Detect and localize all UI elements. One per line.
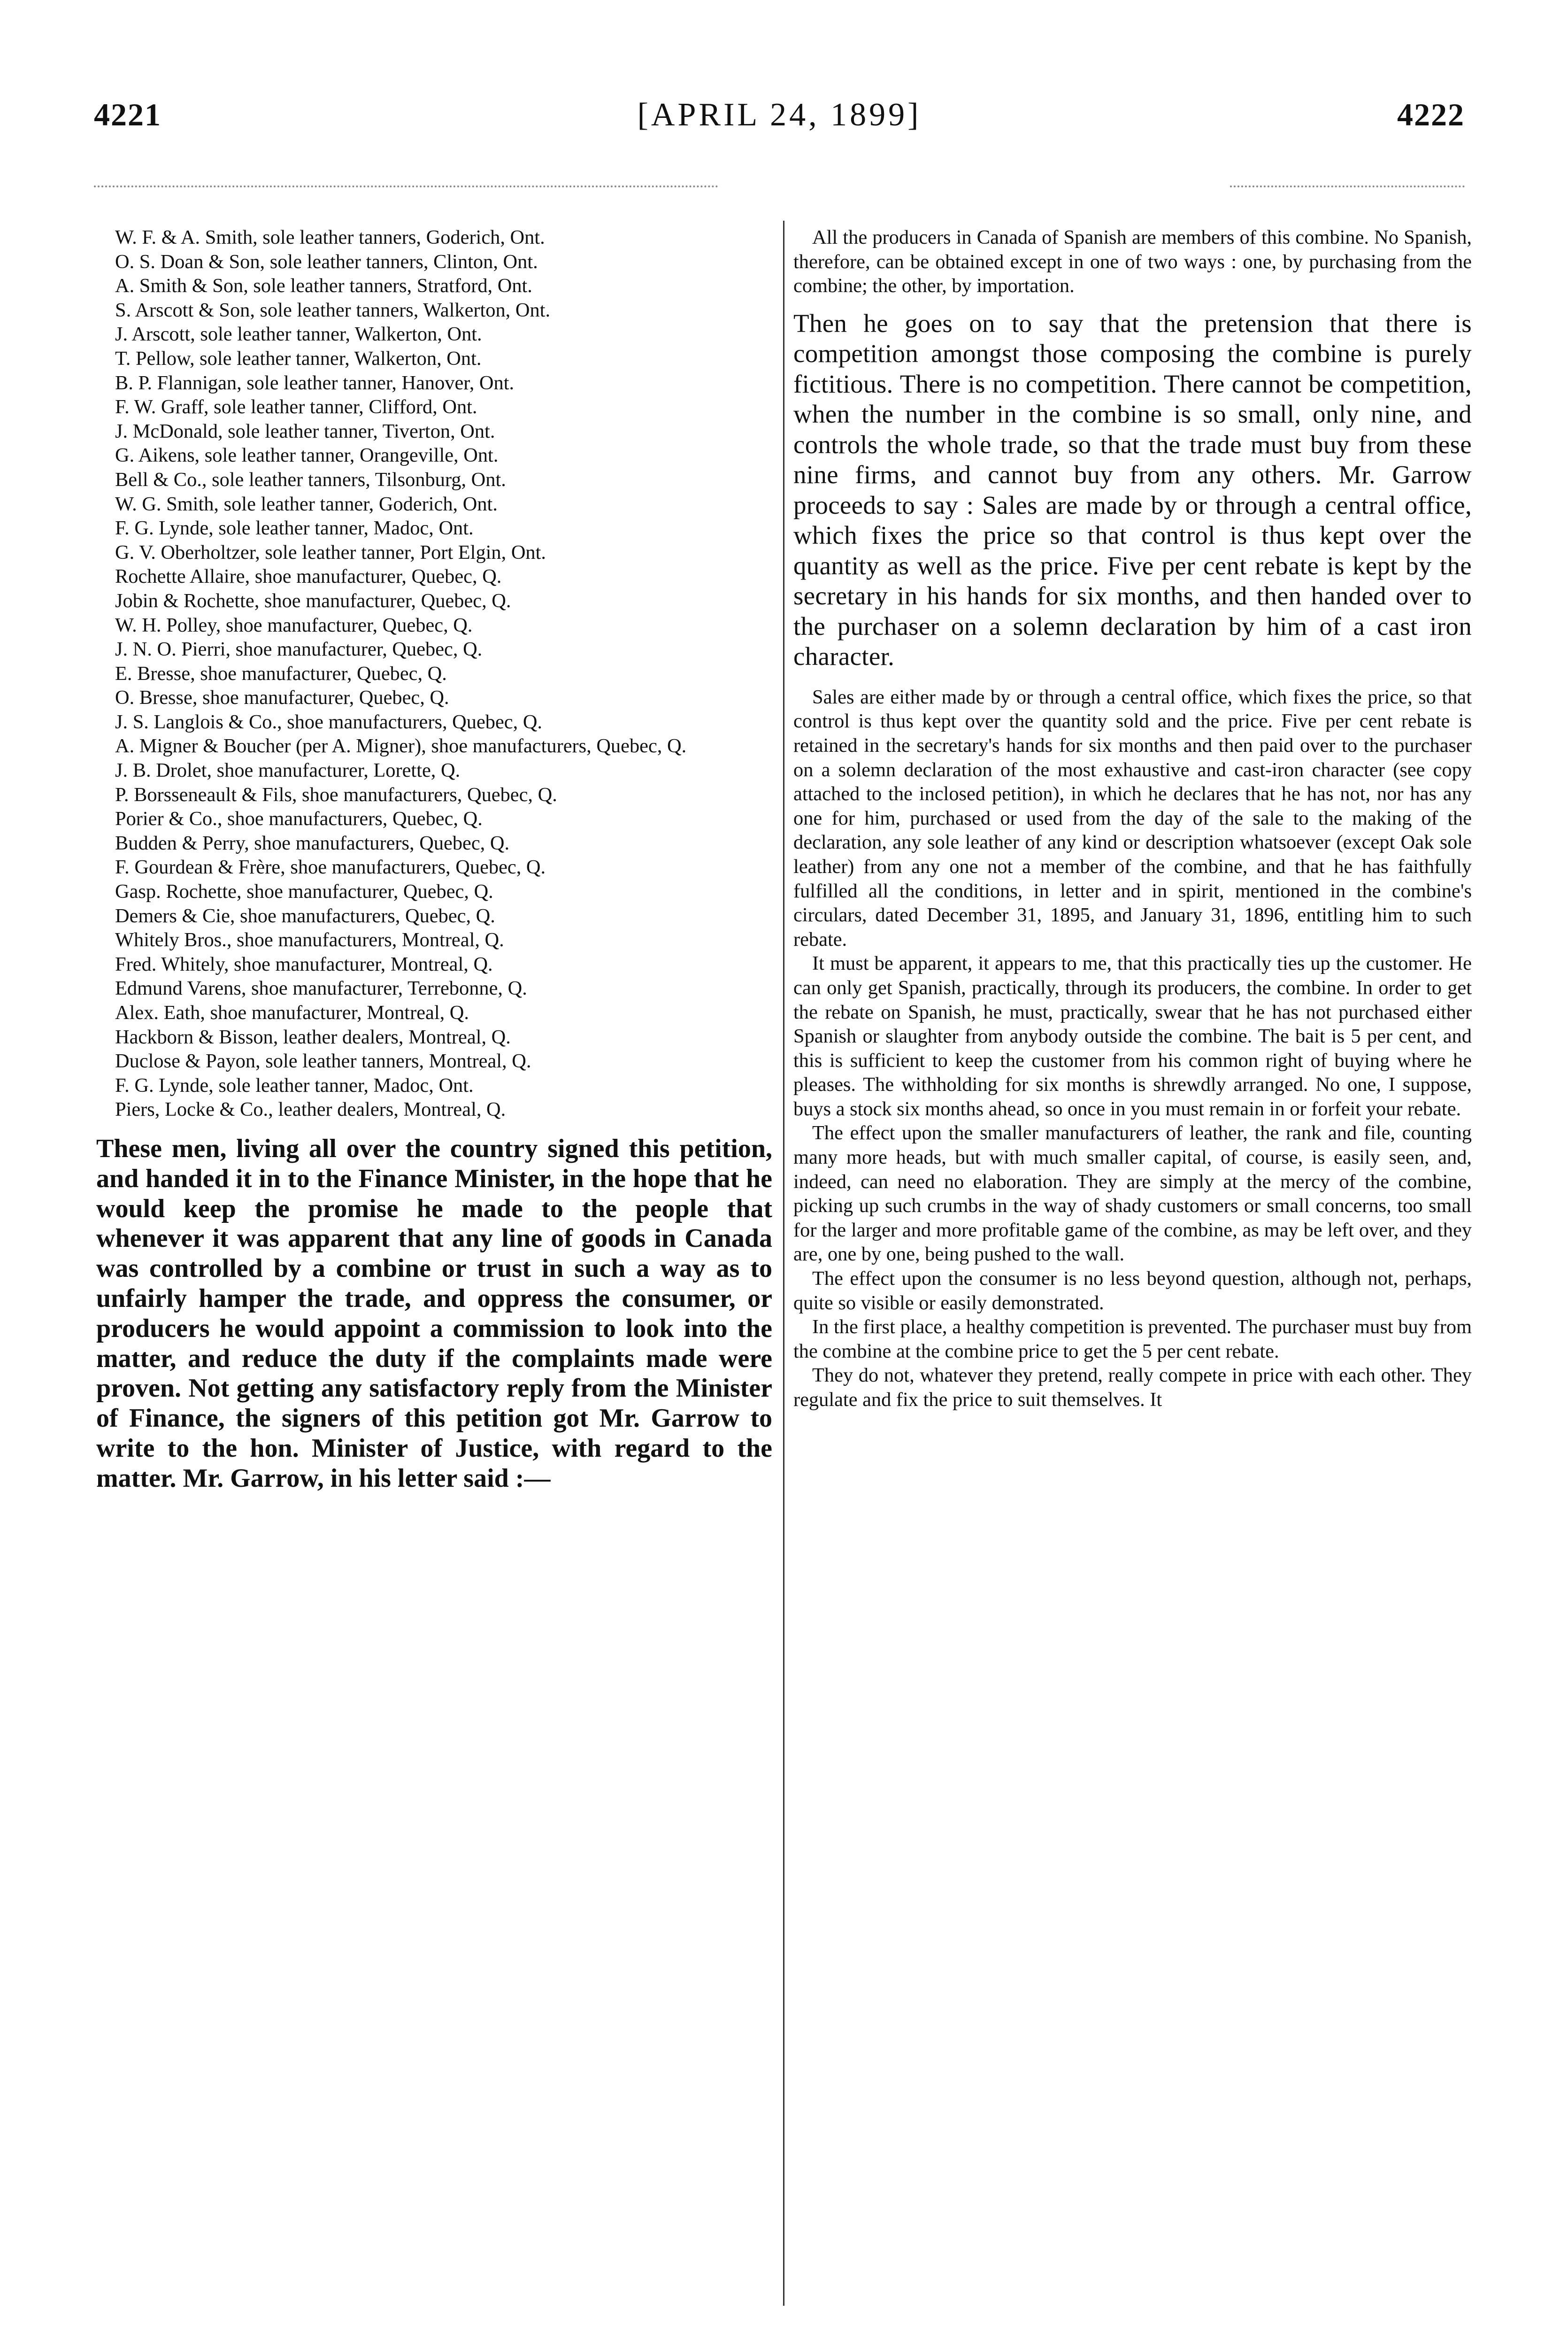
list-item: Whitely Bros., shoe manufacturers, Montreal, Q. [115,929,504,951]
list-item: F. G. Lynde, sole leather tanner, Madoc, Ont. [115,517,474,540]
list-item: Bell & Co., sole leather tanners, Tilsonburg, Ont. [115,468,506,491]
list-item: Edmund Varens, shoe manufacturer, Terrebonne, Q. [115,977,527,1000]
page-header [94,96,1465,139]
list-item: B. P. Flannigan, sole leather tanner, Hanover, Ont. [115,371,515,394]
list-item: P. Borsseneault & Fils, shoe manufacturers, Quebec, Q. [115,783,557,806]
list-item: F. Gourdean & Frère, shoe manufacturers, Quebec, Q. [115,856,546,879]
quoted-letter-paragraph: They do not, whatever they pretend, really compete in price with each other. They regulate and fix the price to suit themselves. It [793,1364,1472,1411]
list-item: Hackborn & Bisson, leather dealers, Montreal, Q. [115,1026,511,1048]
list-item: E. Bresse, shoe manufacturer, Quebec, Q. [115,662,447,685]
page-number-left: 4221 [94,97,161,132]
list-item: G. Aikens, sole leather tanner, Orangeville, Ont. [115,444,499,467]
header-rule-right [1230,185,1465,189]
list-item: Demers & Cie, shoe manufacturers, Quebec, Q. [115,904,495,927]
list-item: A. Smith & Son, sole leather tanners, Stratford, Ont. [115,275,532,297]
list-item: J. B. Drolet, shoe manufacturer, Lorette, Q. [115,759,461,782]
list-item: O. S. Doan & Son, sole leather tanners, Clinton, Ont. [115,250,538,273]
list-item: J. Arscott, sole leather tanner, Walkerton, Ont. [115,323,482,346]
list-item: Piers, Locke & Co., leather dealers, Montreal, Q. [115,1098,506,1121]
page-number-right: 4222 [1397,97,1465,132]
right-column [793,225,1472,1412]
speech-paragraph: These men, living all over the country signed this petition, and handed it in to the Finance Minister, in the hope that he would keep the promise he made to the people that whenever it was apparent that any line of goods in Canada was controlled by a combine or trust in such a way as to unfairly hamper the trade, and oppress the consumer, or producers he would appoint a commission to look into the matter, and reduce the duty if the complaints made were proven. Not getting any satisfactory reply from the Minister of Finance, the signers of this petition got Mr. Garrow to write to the hon. Minister of Justice, with regard to the matter. Mr. Garrow, in his letter said :— [96,1134,772,1493]
quoted-letter-paragraph: In the first place, a healthy competition is prevented. The purchaser must buy from the combine at the combine price to get the 5 per cent rebate. [793,1316,1472,1362]
list-item: Porier & Co., shoe manufacturers, Quebec, Q. [115,808,483,830]
list-item: T. Pellow, sole leather tanner, Walkerton, Ont. [115,347,482,370]
quoted-letter [793,685,1472,1412]
list-item: W. G. Smith, sole leather tanner, Goderich, Ont. [115,493,498,515]
quoted-letter-paragraph: The effect upon the consumer is no less beyond question, although not, perhaps, quite so visible or easily demonstrated. [793,1267,1472,1314]
list-item: F. W. Graff, sole leather tanner, Clifford, Ont. [115,396,477,418]
list-item: Gasp. Rochette, shoe manufacturer, Quebec, Q. [115,880,493,903]
list-item: J. McDonald, sole leather tanner, Tiverton, Ont. [115,420,495,442]
list-item: W. H. Polley, shoe manufacturer, Quebec, Q. [115,614,473,636]
list-item: G. V. Oberholtzer, sole leather tanner, Port Elgin, Ont. [115,541,546,564]
quoted-letter-paragraph: Sales are either made by or through a central office, which fixes the price, so that control is thus kept over the quantity sold and the price. Five per cent rebate is retained in the secretary's hands for six months and then paid over to the purchaser on a solemn declaration of the most exhaustive and cast-iron character (see copy attached to the inclosed petition), in which he declares that he has not, nor has any one for him, purchased or used from the day of the sale to the making of the declaration, any sole leather of any kind or description whatsoever (except Oak sole leather) from any one not a member of the combine, and that he has faithfully fulfilled all the conditions, in letter and in spirit, mentioned in the combine's circulars, dated December 31, 1895, and January 31, 1896, entitling him to such rebate. [793,686,1472,950]
column-divider [783,221,784,2306]
header-rule-left [94,185,718,189]
list-item: J. N. O. Pierri, shoe manufacturer, Quebec, Q. [115,638,483,661]
list-item: Duclose & Payon, sole leather tanners, Montreal, Q. [115,1050,531,1073]
list-item: Fred. Whitely, shoe manufacturer, Montreal, Q. [115,953,493,975]
page-date-title: [APRIL 24, 1899] [637,97,922,133]
quoted-letter-paragraph: All the producers in Canada of Spanish are members of this combine. No Spanish, therefore, can be obtained except in one of two ways : one, by purchasing from the combine; the other, by importation. [793,226,1472,297]
list-item: Jobin & Rochette, shoe manufacturer, Quebec, Q. [115,589,511,612]
list-item: S. Arscott & Son, sole leather tanners, Walkerton, Ont. [115,299,551,321]
list-item: Budden & Perry, shoe manufacturers, Quebec, Q. [115,832,510,854]
left-column [96,225,772,1494]
speech-paragraph: Then he goes on to say that the pretension that there is competition amongst those composing the combine is purely fictitious. There is no competition. There cannot be competition, when the number in the combine is so small, only nine, and controls the whole trade, so that the trade must buy from these nine firms, and cannot buy from any others. Mr. Garrow proceeds to say : Sales are made by or through a central office, which fixes the price so that control is thus kept over the quantity as well as the price. Five per cent rebate is kept by the secretary in his hands for six months, and then handed over to the purchaser on a solemn declaration by him of a cast iron character. [793,309,1472,671]
list-item: F. G. Lynde, sole leather tanner, Madoc, Ont. [115,1074,474,1097]
quoted-letter-paragraph: It must be apparent, it appears to me, that this practically ties up the customer. He can only get Spanish, practically, through its producers, the combine. In order to get the rebate on Spanish, he must, practically, swear that he has not purchased either Spanish or slaughter from anybody outside the combine. The bait is 5 per cent, and this is sufficient to keep the customer from his common right of buying where he pleases. The withholding for six months is shrewdly arranged. No one, I suppose, buys a stock six months ahead, so once in you must remain in or forfeit your rebate. [793,952,1472,1120]
list-item: W. F. & A. Smith, sole leather tanners, Goderich, Ont. [115,226,545,248]
quoted-letter-paragraph: The effect upon the smaller manufacturers of leather, the rank and file, counting many more heads, but with much smaller capital, of course, is easily seen, and, indeed, can need no elaboration. They are simply at the mercy of the combine, picking up such crumbs in the way of shady customers or small concerns, too small for the larger and more profitable game of the combine, as may be left over, and they are, one by one, being pushed to the wall. [793,1122,1472,1266]
list-item: A. Migner & Boucher (per A. Migner), shoe manufacturers, Quebec, Q. [115,735,687,757]
list-item: O. Bresse, shoe manufacturer, Quebec, Q. [115,687,449,709]
list-item: Alex. Eath, shoe manufacturer, Montreal, Q. [115,1002,469,1024]
list-item: J. S. Langlois & Co., shoe manufacturers, Quebec, Q. [115,711,543,733]
list-item: Rochette Allaire, shoe manufacturer, Quebec, Q. [115,565,502,588]
petition-signatory-list [96,225,772,1122]
